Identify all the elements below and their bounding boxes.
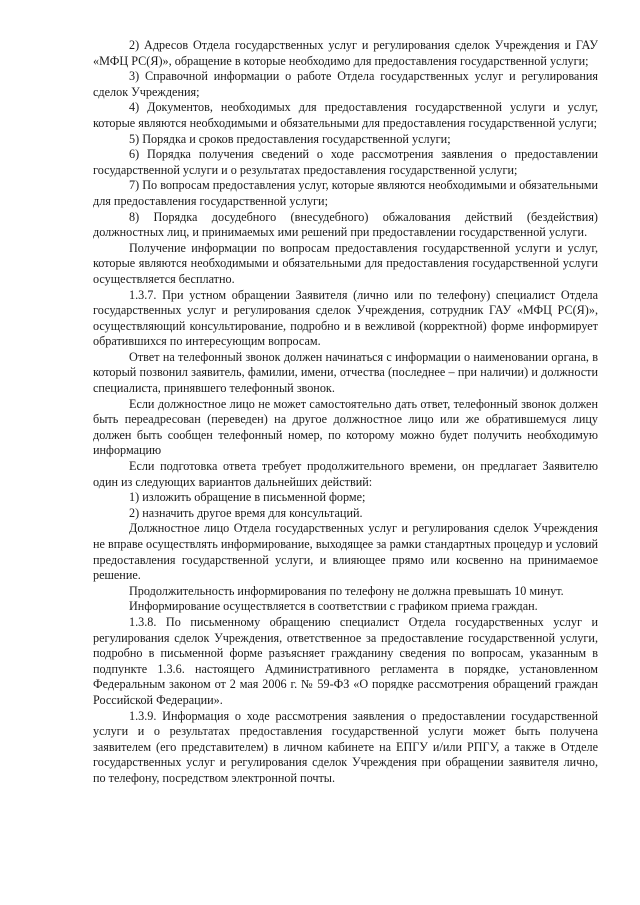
paragraph-item-7-required-services: 7) По вопросам предоставления услуг, которые являются необходимыми и обязательными для предоставления государственной услуги; bbox=[93, 178, 598, 208]
paragraph-item-8-appeal: 8) Порядка досудебного (внесудебного) обжалования действий (бездействия) должностных лиц, и принимаемых ими решений при предоставлении государственной услуги. bbox=[93, 209, 598, 240]
paragraph-1-3-8: 1.3.8. По письменному обращению специалист Отдела государственных услуг и регулирования сделок Учреждения, ответственное за предоставление государственной услуги, подробно в письменной форме разъясняет гражданину сведения по вопросам, указанным в подпункте 1.3.6. настоящего Административного регламента в порядке, установленном Федеральным законом от 2 мая 2006 г. № 59-ФЗ «О порядке рассмотрения обращений граждан Российской Федерации». bbox=[93, 614, 598, 707]
paragraph-item-5-terms: 5) Порядка и сроков предоставления государственной услуги; bbox=[129, 131, 451, 146]
paragraph-free-of-charge: Получение информации по вопросам предоставления государственной услуги и услуг, которые являются необходимыми и обязательными для предоставления государственной услуги осуществляется бесплатно. bbox=[93, 240, 598, 286]
paragraph-1-3-7: 1.3.7. При устном обращении Заявителя (лично или по телефону) специалист Отдела государственных услуг и регулирования сделок Учреждения, сотрудник ГАУ «МФЦ РС(Я)», осуществляющий консультирование, подробно и в вежливой (корректной) форме информирует обратившихся по интересующим вопросам. bbox=[93, 287, 598, 349]
paragraph-restriction: Должностное лицо Отдела государственных услуг и регулирования сделок Учреждения не вправе осуществлять информирование, выходящее за рамки стандартных процедур и условий предоставления государственной услуги, и влияющее прямо или косвенно на принимаемое решение. bbox=[93, 521, 598, 583]
paragraph-redirect: Если должностное лицо не может самостоятельно дать ответ, телефонный звонок должен быть переадресован (переведен) на другое должностное лицо или же обратившемуся лицу должен быть сообщен телефонный номер, по которому можно будет получить необходимую информацию bbox=[93, 396, 598, 458]
paragraph-item-4-documents: 4) Документов, необходимых для предоставления государственной услуги и услуг, которые являются необходимыми и обязательными для предоставления государственной услуги; bbox=[93, 100, 598, 130]
paragraph-phone-answer: Ответ на телефонный звонок должен начинаться с информации о наименовании органа, в который позвонил заявитель, фамилии, имени, отчества (последнее – при наличии) и должности специалиста, принявшего телефонный звонок. bbox=[93, 349, 598, 396]
paragraph-option-1: 1) изложить обращение в письменной форме; bbox=[129, 490, 366, 505]
paragraph-long-answer: Если подготовка ответа требует продолжительного времени, он предлагает Заявителю один из следующих вариантов дальнейших действий: bbox=[93, 459, 598, 489]
paragraph-option-2: 2) назначить другое время для консультаций. bbox=[129, 505, 363, 520]
paragraph-item-6-progress-info: 6) Порядка получения сведений о ходе рассмотрения заявления о предоставлении государственной услуги и о результатах предоставления государственной услуги; bbox=[93, 147, 598, 177]
paragraph-schedule: Информирование осуществляется в соответствии с графиком приема граждан. bbox=[129, 599, 538, 614]
paragraph-1-3-9: 1.3.9. Информация о ходе рассмотрения заявления о предоставлении государственной услуги и о результатах предоставления государственной услуги может быть получена заявителем (его представителем) в личном кабинете на ЕПГУ и/или РПГУ, а также в Отделе государственных услуг и регулирования сделок Учреждения при обращении заявителя лично, по телефону, посредством электронной почты. bbox=[93, 708, 598, 785]
paragraph-item-2-addresses: 2) Адресов Отдела государственных услуг и регулирования сделок Учреждения и ГАУ «МФЦ РС(Я)», обращение в которые необходимо для предоставления государственной услуги; bbox=[93, 38, 598, 68]
document-body bbox=[93, 38, 598, 787]
paragraph-item-3-reference-info: 3) Справочной информации о работе Отдела государственных услуг и регулирования сделок Учреждения; bbox=[93, 69, 598, 99]
paragraph-duration: Продолжительность информирования по телефону не должна превышать 10 минут. bbox=[129, 583, 564, 598]
